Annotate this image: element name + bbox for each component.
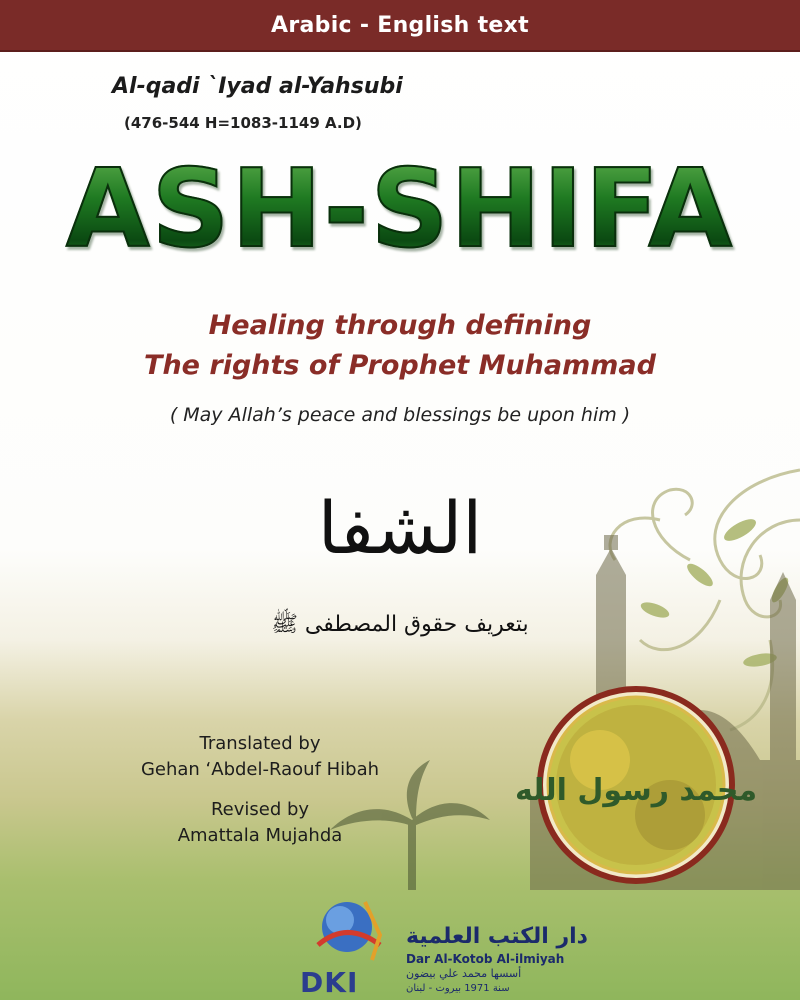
banner-text: Arabic - English text — [271, 12, 529, 38]
arabic-title: الشفا — [317, 486, 483, 570]
revised-by-label: Revised by — [210, 799, 310, 820]
subtitle-line-1: Healing through defining — [208, 310, 592, 341]
translator-name: Gehan ‘Abdel-Raouf Hibah — [140, 759, 380, 780]
translated-by-label: Translated by — [199, 733, 321, 754]
author-dates: (476-544 H=1083-1149 A.D) — [124, 114, 362, 132]
publisher-year-line: سنة 1971 بيروت - لبنان — [406, 983, 510, 994]
publisher-logo-text: DKI — [300, 966, 359, 999]
publisher-english-name: Dar Al-Kotob Al-ilmiyah — [406, 952, 565, 966]
subtitle-line-2: The rights of Prophet Muhammad — [144, 350, 656, 381]
book-title: ASH-SHIFA — [0, 150, 800, 270]
arabic-subtitle: بتعريف حقوق المصطفى ﷺ — [271, 612, 529, 637]
blessing-text: ( May Allah’s peace and blessings be upon him ) — [169, 404, 631, 426]
publisher-founder-line: أسسها محمد علي بيضون — [406, 967, 522, 980]
medallion-text: محمد رسول الله — [514, 773, 758, 808]
publisher-arabic-name: دار الكتب العلمية — [406, 924, 588, 949]
author-name: Al-qadi `Iyad al-Yahsubi — [112, 74, 403, 99]
reviser-name: Amattala Mujahda — [177, 825, 343, 846]
